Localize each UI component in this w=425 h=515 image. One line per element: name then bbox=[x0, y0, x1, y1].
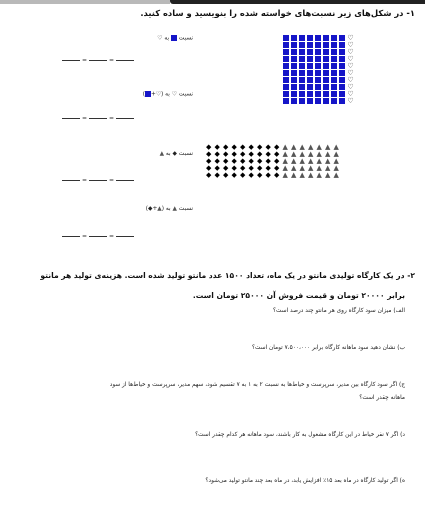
blue-square bbox=[307, 84, 313, 90]
blue-square bbox=[331, 70, 337, 76]
triangle-icon: ▲ bbox=[333, 150, 339, 158]
diamond-icon: ◆ bbox=[248, 171, 254, 179]
blue-square bbox=[299, 98, 305, 104]
blue-square bbox=[323, 70, 329, 76]
q2-part-a: الف) میزان سود کارگاه روی هر مانتو چند درصد است؟ bbox=[272, 308, 405, 314]
diamond-icon: ◆ bbox=[223, 171, 229, 179]
diamond-icon: ◆ bbox=[257, 157, 263, 165]
blue-square bbox=[299, 56, 305, 62]
diamond-icon: ◆ bbox=[257, 150, 263, 158]
diamond-icon: ◆ bbox=[231, 143, 237, 151]
heart-icon: ♡ bbox=[347, 34, 354, 42]
blue-square bbox=[323, 91, 329, 97]
q1-title: ۱- در شکل‌های زیر نسبت‌های خواسته شده را بنویسید و ساده کنید. bbox=[140, 8, 415, 18]
diamond-icon: ◆ bbox=[265, 143, 271, 151]
diamond-icon: ◆ bbox=[206, 143, 212, 151]
blue-square bbox=[283, 42, 289, 48]
diamond-icon: ◆ bbox=[265, 164, 271, 172]
blue-square bbox=[315, 49, 321, 55]
heart-icon: ♡ bbox=[155, 91, 162, 98]
diamond-icon: ◆ bbox=[223, 157, 229, 165]
blue-square bbox=[291, 49, 297, 55]
heart-icon: ♡ bbox=[347, 90, 354, 98]
heart-icon: ♡ bbox=[347, 76, 354, 84]
blue-square bbox=[339, 91, 345, 97]
blue-square bbox=[331, 84, 337, 90]
equation-row-4: = = bbox=[60, 233, 136, 240]
blue-square bbox=[315, 91, 321, 97]
diamond-icon: ◆ bbox=[206, 150, 212, 158]
diamond-icon: ◆ bbox=[274, 171, 280, 179]
triangle-icon: ▲ bbox=[291, 157, 297, 165]
heart-icon: ♡ bbox=[171, 91, 177, 98]
blue-square bbox=[283, 56, 289, 62]
heart-icon: ♡ bbox=[347, 83, 354, 91]
triangle-icon: ▲ bbox=[299, 150, 305, 158]
triangle-icon: ▲ bbox=[308, 143, 314, 151]
blue-square bbox=[307, 49, 313, 55]
q2-part-e: ه) اگر تولید کارگاه در ماه بعد ۱۵٪ افزایش یابد، در ماه بعد چند مانتو تولید می‌شود؟ bbox=[205, 478, 405, 484]
blue-square bbox=[291, 77, 297, 83]
diamond-icon: ◆ bbox=[240, 171, 246, 179]
blue-square bbox=[323, 77, 329, 83]
triangle-icon: ▲ bbox=[316, 164, 322, 172]
triangle-icon: ▲ bbox=[308, 164, 314, 172]
heart-icon: ♡ bbox=[157, 35, 163, 42]
triangle-icon: ▲ bbox=[291, 164, 297, 172]
diamond-icon: ◆ bbox=[274, 143, 280, 151]
triangle-icon: ▲ bbox=[299, 171, 305, 179]
blue-square bbox=[299, 35, 305, 41]
blue-square bbox=[283, 84, 289, 90]
blue-square bbox=[315, 42, 321, 48]
triangle-icon: ▲ bbox=[333, 143, 339, 151]
triangle-icon: ▲ bbox=[316, 171, 322, 179]
heart-icon: ♡ bbox=[347, 55, 354, 63]
blue-square bbox=[291, 84, 297, 90]
blue-square bbox=[331, 49, 337, 55]
diamond-icon: ◆ bbox=[223, 150, 229, 158]
blue-square bbox=[299, 77, 305, 83]
q2-part-c-line1: ج) اگر سود کارگاه بین مدیر، سرپرست و خیاط‌ها به نسبت ۲ به ۱ به ۷ تقسیم شود، سهم مدیر، سرپرست و خیاط‌ها از سود bbox=[109, 382, 405, 388]
blue-square bbox=[339, 98, 345, 104]
triangle-icon: ▲ bbox=[316, 157, 322, 165]
triangle-icon: ▲ bbox=[333, 164, 339, 172]
triangle-icon: ▲ bbox=[282, 171, 288, 179]
q2-part-b: ب) نشان دهید سود ماهانه کارگاه برابر ۷،۵۰۰،۰۰۰ تومان است؟ bbox=[251, 345, 405, 351]
diamond-icon: ◆ bbox=[231, 150, 237, 158]
diamond-icon: ◆ bbox=[265, 150, 271, 158]
triangle-icon: ▲ bbox=[159, 151, 165, 157]
triangle-icon: ▲ bbox=[333, 171, 339, 179]
triangle-icon: ▲ bbox=[291, 143, 297, 151]
blue-square bbox=[339, 77, 345, 83]
diamond-icon: ◆ bbox=[265, 157, 271, 165]
blue-square bbox=[299, 42, 305, 48]
blue-square bbox=[323, 49, 329, 55]
heart-icon: ♡ bbox=[347, 41, 354, 49]
triangle-icon: ▲ bbox=[325, 157, 331, 165]
heart-icon: ♡ bbox=[347, 69, 354, 77]
blue-square bbox=[331, 63, 337, 69]
blue-square bbox=[283, 49, 289, 55]
ratio-row-3: نسبت ◆ به ▲ bbox=[159, 151, 193, 157]
blue-square bbox=[291, 63, 297, 69]
diamond-icon: ◆ bbox=[223, 143, 229, 151]
blue-square bbox=[331, 42, 337, 48]
diamond-icon: ◆ bbox=[231, 164, 237, 172]
diamond-icon: ◆ bbox=[147, 206, 153, 212]
triangle-icon: ▲ bbox=[325, 171, 331, 179]
blue-square bbox=[299, 91, 305, 97]
blue-square bbox=[339, 84, 345, 90]
diamond-icon: ◆ bbox=[248, 157, 254, 165]
blue-square bbox=[307, 91, 313, 97]
diamond-triangle-grid bbox=[205, 144, 340, 179]
blue-square bbox=[283, 98, 289, 104]
triangle-icon: ▲ bbox=[291, 150, 297, 158]
blue-square bbox=[331, 35, 337, 41]
blue-square bbox=[331, 77, 337, 83]
ratio-row-2: نسبت ♡ به (♡+) bbox=[142, 91, 193, 98]
triangle-icon: ▲ bbox=[299, 157, 305, 165]
blue-square bbox=[307, 42, 313, 48]
triangle-icon: ▲ bbox=[282, 164, 288, 172]
blue-square bbox=[291, 35, 297, 41]
diamond-icon: ◆ bbox=[248, 150, 254, 158]
diamond-icon: ◆ bbox=[265, 171, 271, 179]
triangle-icon: ▲ bbox=[333, 157, 339, 165]
blue-square bbox=[339, 56, 345, 62]
blue-square bbox=[299, 84, 305, 90]
diamond-icon: ◆ bbox=[214, 164, 220, 172]
blue-squares-grid bbox=[283, 35, 354, 104]
blue-square bbox=[307, 35, 313, 41]
diamond-icon: ◆ bbox=[240, 150, 246, 158]
blue-square bbox=[331, 98, 337, 104]
triangle-icon: ▲ bbox=[282, 157, 288, 165]
blue-square bbox=[299, 49, 305, 55]
blue-square bbox=[291, 70, 297, 76]
q2-part-d: د) اگر ۷ نفر خیاط در این کارگاه مشغول به کار باشند، سود ماهانه هر کدام چقدر است؟ bbox=[195, 432, 405, 438]
diamond-icon: ◆ bbox=[257, 143, 263, 151]
blue-square bbox=[307, 98, 313, 104]
blue-square bbox=[291, 56, 297, 62]
blue-square bbox=[323, 84, 329, 90]
diamond-icon: ◆ bbox=[206, 164, 212, 172]
triangle-icon: ▲ bbox=[299, 164, 305, 172]
blue-square bbox=[307, 63, 313, 69]
triangle-icon: ▲ bbox=[308, 150, 314, 158]
blue-square bbox=[283, 77, 289, 83]
q2-title-line1: ۲- در یک کارگاه تولیدی مانتو در یک ماه، تعداد ۱۵۰۰ عدد مانتو تولید شده است. هزینه‌ی تولید هر مانتو bbox=[40, 271, 415, 280]
blue-square-icon bbox=[171, 35, 177, 41]
blue-square bbox=[291, 91, 297, 97]
diamond-icon: ◆ bbox=[248, 143, 254, 151]
diamond-icon: ◆ bbox=[274, 164, 280, 172]
blue-square bbox=[291, 98, 297, 104]
ratio-row-1: نسبت به ♡ bbox=[157, 35, 193, 42]
diamond-icon: ◆ bbox=[257, 171, 263, 179]
blue-square bbox=[331, 91, 337, 97]
blue-square bbox=[323, 56, 329, 62]
heart-icon: ♡ bbox=[347, 48, 354, 56]
diamond-icon: ◆ bbox=[274, 157, 280, 165]
blue-square bbox=[331, 56, 337, 62]
blue-square bbox=[323, 63, 329, 69]
diamond-icon: ◆ bbox=[274, 150, 280, 158]
diamond-icon: ◆ bbox=[214, 150, 220, 158]
triangle-icon: ▲ bbox=[308, 157, 314, 165]
blue-square bbox=[315, 84, 321, 90]
ratio-row-4: نسبت ▲ به (▲+◆) bbox=[145, 206, 193, 212]
diamond-icon: ◆ bbox=[214, 171, 220, 179]
diamond-icon: ◆ bbox=[231, 157, 237, 165]
blue-square bbox=[283, 63, 289, 69]
diamond-icon: ◆ bbox=[172, 151, 177, 157]
diamond-icon: ◆ bbox=[240, 143, 246, 151]
blue-square bbox=[283, 91, 289, 97]
blue-square bbox=[315, 63, 321, 69]
blue-square bbox=[339, 35, 345, 41]
diamond-icon: ◆ bbox=[223, 164, 229, 172]
q2-title-line2: برابر ۲۰۰۰۰ تومان و قیمت فروش آن ۲۵۰۰۰ تومان است. bbox=[192, 291, 405, 300]
triangle-icon: ▲ bbox=[308, 171, 314, 179]
triangle-icon: ▲ bbox=[325, 143, 331, 151]
triangle-icon: ▲ bbox=[157, 206, 162, 212]
blue-square bbox=[307, 70, 313, 76]
equation-row-2: = = bbox=[60, 115, 136, 122]
blue-square bbox=[291, 42, 297, 48]
triangle-icon: ▲ bbox=[325, 164, 331, 172]
blue-square bbox=[315, 77, 321, 83]
diamond-icon: ◆ bbox=[240, 164, 246, 172]
blue-square bbox=[299, 70, 305, 76]
diamond-icon: ◆ bbox=[214, 143, 220, 151]
blue-square bbox=[283, 70, 289, 76]
blue-square bbox=[339, 70, 345, 76]
diamond-icon: ◆ bbox=[214, 157, 220, 165]
blue-square bbox=[323, 35, 329, 41]
diamond-icon: ◆ bbox=[248, 164, 254, 172]
triangle-icon: ▲ bbox=[299, 143, 305, 151]
blue-square bbox=[339, 49, 345, 55]
blue-square bbox=[339, 63, 345, 69]
heart-icon: ♡ bbox=[347, 97, 354, 105]
blue-square bbox=[299, 63, 305, 69]
heart-icon: ♡ bbox=[347, 62, 354, 70]
equation-row-3: = = bbox=[60, 177, 136, 184]
q2-part-c-line2: ماهانه چقدر است؟ bbox=[359, 395, 405, 401]
equation-row-1: = = bbox=[60, 57, 136, 64]
triangle-icon: ▲ bbox=[316, 150, 322, 158]
diamond-icon: ◆ bbox=[206, 171, 212, 179]
diamond-icon: ◆ bbox=[257, 164, 263, 172]
triangle-icon: ▲ bbox=[325, 150, 331, 158]
triangle-icon: ▲ bbox=[172, 206, 177, 212]
blue-square bbox=[315, 56, 321, 62]
blue-square bbox=[315, 35, 321, 41]
diamond-icon: ◆ bbox=[240, 157, 246, 165]
blue-square bbox=[323, 98, 329, 104]
blue-square bbox=[339, 42, 345, 48]
diamond-icon: ◆ bbox=[206, 157, 212, 165]
blue-square bbox=[315, 98, 321, 104]
blue-square bbox=[307, 77, 313, 83]
blue-square bbox=[307, 56, 313, 62]
triangle-icon: ▲ bbox=[291, 171, 297, 179]
blue-square bbox=[315, 70, 321, 76]
diamond-icon: ◆ bbox=[231, 171, 237, 179]
blue-square bbox=[323, 42, 329, 48]
triangle-icon: ▲ bbox=[316, 143, 322, 151]
top-border bbox=[0, 0, 425, 5]
triangle-icon: ▲ bbox=[282, 143, 288, 151]
triangle-icon: ▲ bbox=[282, 150, 288, 158]
blue-square bbox=[283, 35, 289, 41]
